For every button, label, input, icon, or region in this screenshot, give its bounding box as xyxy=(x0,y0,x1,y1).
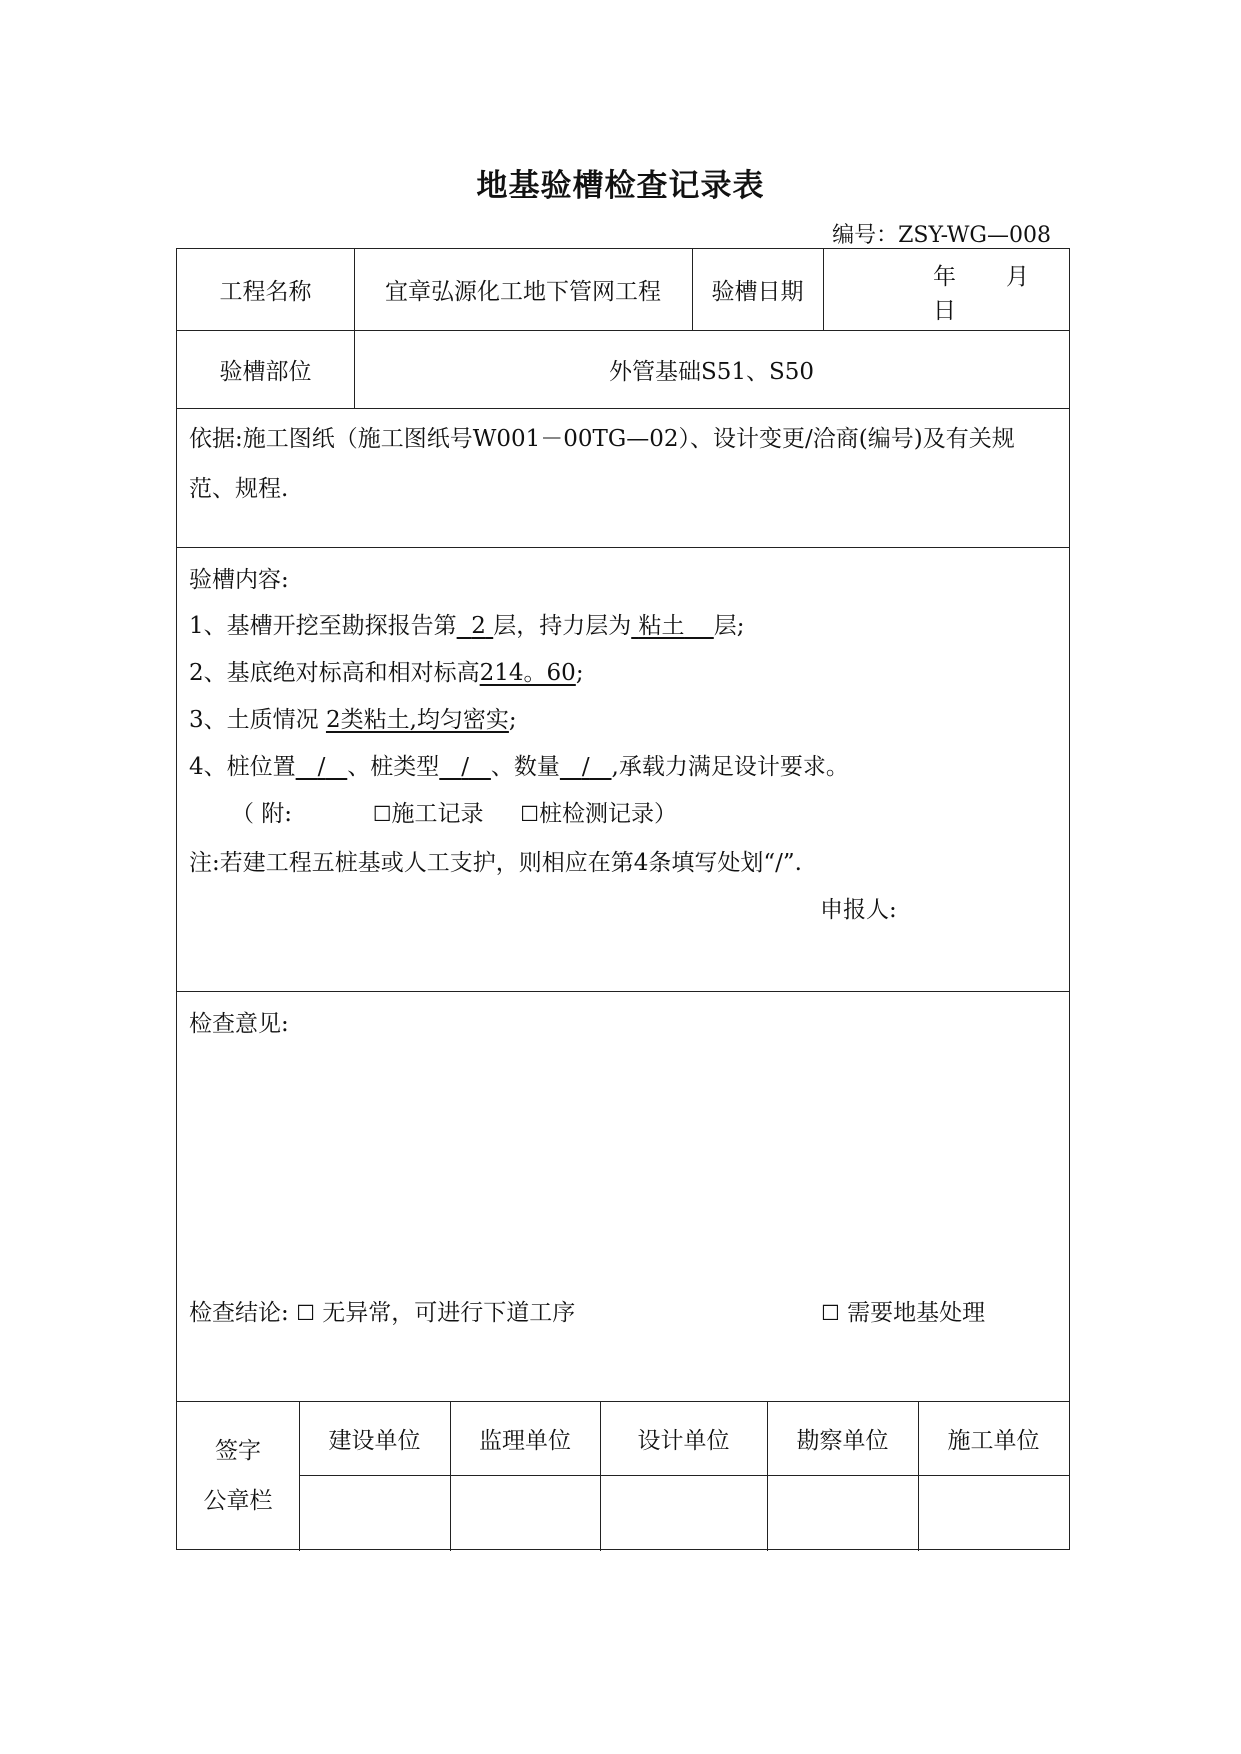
content-item-1: 1、基槽开挖至勘探报告第 2 层，持力层为 粘土 层; xyxy=(189,613,745,639)
project-name-value: 宜章弘源化工地下管网工程 xyxy=(385,279,661,305)
pile-count: / xyxy=(581,754,590,780)
date-month-label: 月 xyxy=(1006,264,1029,290)
content-item-4: 4、桩位置 / 、桩类型 / 、数量 / ,承载力满足设计要求。 xyxy=(189,754,849,780)
basis-text: 依据:施工图纸（施工图纸号W001－00TG—02）、设计变更/洽商(编号)及有关规范、规程. xyxy=(189,426,1015,502)
content-item-2: 2、基底绝对标高和相对标高214。60; xyxy=(189,660,584,686)
stratum-number: 2 xyxy=(471,613,486,639)
unit-design: 设计单位 xyxy=(637,1427,730,1454)
signature-cell-contractor[interactable] xyxy=(918,1475,1069,1551)
elevation-value: 214。60 xyxy=(479,660,576,686)
content-item-3: 3、土质情况 2类粘土,均匀密实; xyxy=(189,707,517,733)
project-name-label: 工程名称 xyxy=(219,279,312,305)
unit-construction-owner: 建设单位 xyxy=(328,1427,421,1454)
signature-cell-supervision[interactable] xyxy=(450,1475,600,1551)
pile-test-record-checkbox[interactable]: ☐ xyxy=(520,802,539,826)
unit-survey: 勘察单位 xyxy=(796,1427,889,1454)
unit-supervision: 监理单位 xyxy=(479,1427,571,1454)
signature-seal-label: 签字 公章栏 xyxy=(203,1438,273,1514)
note-text: 注:若建工程五桩基或人工支护，则相应在第4条填写处划“/”. xyxy=(189,850,802,876)
inspection-part-value: 外管基础S51、S50 xyxy=(608,358,815,385)
reporter-label: 申报人: xyxy=(820,897,897,923)
document-title: 地基验槽检查记录表 xyxy=(476,168,765,204)
attachments-line: （ 附: ☐施工记录 ☐桩检测记录） xyxy=(231,801,677,827)
signature-cell-construction-owner[interactable] xyxy=(299,1475,450,1551)
opinion-label: 检查意见: xyxy=(189,1011,289,1037)
pile-type: / xyxy=(461,754,469,780)
inspection-part-label: 验槽部位 xyxy=(219,358,312,385)
date-year-label: 年 xyxy=(933,264,956,290)
needs-treatment-checkbox[interactable]: ☐ xyxy=(821,1301,840,1325)
conclusion-line: 检查结论: ☐ 无异常，可进行下道工序 xyxy=(189,1300,576,1326)
soil-condition: 2类粘土,均匀密实 xyxy=(325,707,509,733)
treatment-option xyxy=(821,1294,985,1327)
date-day-label: 日 xyxy=(933,298,956,324)
construction-record-checkbox[interactable]: ☐ xyxy=(372,802,392,826)
signature-cell-design[interactable] xyxy=(600,1475,767,1551)
no-abnormality-label: 无异常，可进行下道工序 xyxy=(322,1300,576,1326)
document-number: 编号：ZSY-WG—008 xyxy=(832,223,1051,248)
inspection-date-label: 验槽日期 xyxy=(711,279,804,305)
inspection-form xyxy=(176,248,1070,1550)
needs-treatment-label: 需要地基处理 xyxy=(847,1300,986,1326)
no-abnormality-checkbox[interactable]: ☐ xyxy=(296,1301,315,1325)
pile-position: / xyxy=(317,754,326,780)
signature-cell-survey[interactable] xyxy=(767,1475,918,1551)
content-heading: 验槽内容: xyxy=(189,567,289,593)
unit-contractor: 施工单位 xyxy=(947,1427,1040,1454)
bearing-layer: 粘土 xyxy=(638,613,685,639)
